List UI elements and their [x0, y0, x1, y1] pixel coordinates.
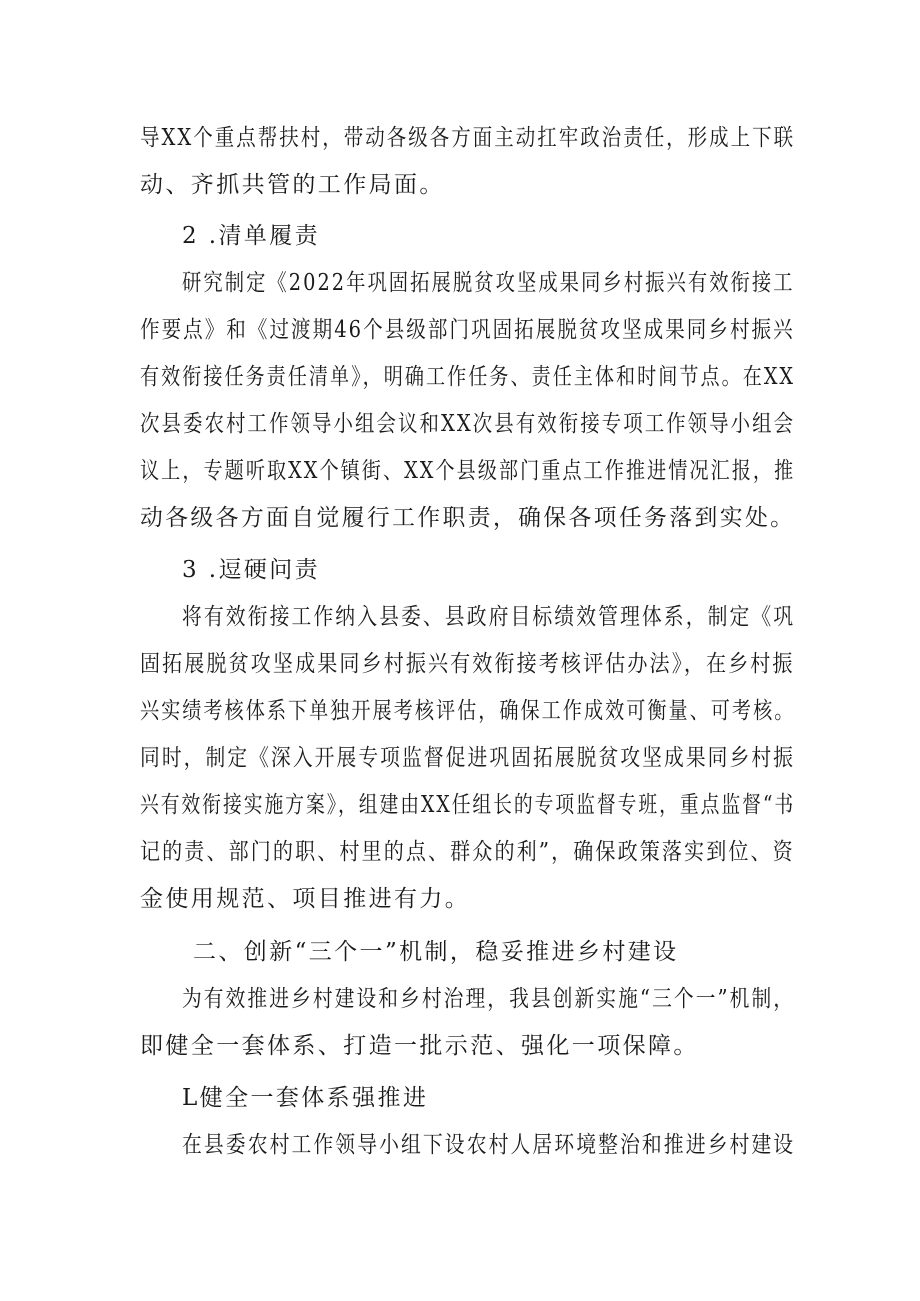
paragraph-line-15: 金使用规范、项目推进有力。	[140, 886, 471, 912]
paragraph-line-17: 即健全一套体系、打造一批示范、强化一项保障。	[140, 1033, 699, 1059]
paragraph-line-7: 议上，专题听取XX个镇街、XX个县级部门重点工作推进情况汇报，推	[140, 458, 796, 484]
section-heading-2: 2 .清单履责	[182, 223, 321, 249]
paragraph-line-18: 在县委农村工作领导小组下设农村人居环境整治和推进乡村建设	[182, 1132, 796, 1158]
paragraph-line-8: 动各级各方面自觉履行工作职责，确保各项任务落到实处。	[140, 505, 796, 531]
paragraph-line-9: 将有效衔接工作纳入县委、县政府目标绩效管理体系，制定《巩	[182, 604, 796, 630]
paragraph-line-2: 动、齐抓共管的工作局面。	[140, 172, 445, 198]
paragraph-line-12: 同时，制定《深入开展专项监督促进巩固拓展脱贫攻坚成果同乡村振	[140, 745, 796, 771]
paragraph-line-3: 研究制定《2022年巩固拓展脱贫攻坚成果同乡村振兴有效衔接工	[182, 270, 795, 296]
section-heading-3: 3 .逗硬问责	[182, 557, 321, 583]
paragraph-line-6: 次县委农村工作领导小组会议和XX次县有效衔接专项工作领导小组会	[140, 411, 796, 437]
paragraph-line-5: 有效衔接任务责任清单》，明确工作任务、责任主体和时间节点。在XX	[140, 364, 796, 390]
paragraph-line-4: 作要点》和《过渡期46个县级部门巩固拓展脱贫攻坚成果同乡村振兴	[140, 317, 795, 343]
paragraph-line-16: 为有效推进乡村建设和乡村治理，我县创新实施“三个一”机制，	[182, 986, 796, 1012]
section-heading-two: 二、创新“三个一”机制，稳妥推进乡村建设	[193, 939, 679, 965]
paragraph-line-14: 记的责、部门的职、村里的点、群众的利”，确保政策落实到位、资	[140, 839, 795, 865]
paragraph-line-13: 兴有效衔接实施方案》，组建由XX任组长的专项监督专班，重点监督“书	[140, 792, 796, 818]
paragraph-line-11: 兴实绩考核体系下单独开展考核评估，确保工作成效可衡量、可考核。	[140, 698, 796, 724]
paragraph-line-10: 固拓展脱贫攻坚成果同乡村振兴有效衔接考核评估办法》，在乡村振	[140, 651, 795, 677]
paragraph-line-1: 导XX个重点帮扶村，带动各级各方面主动扛牢政治责任，形成上下联	[140, 125, 796, 151]
subsection-heading-1: L健全一套体系强推进	[182, 1085, 429, 1111]
